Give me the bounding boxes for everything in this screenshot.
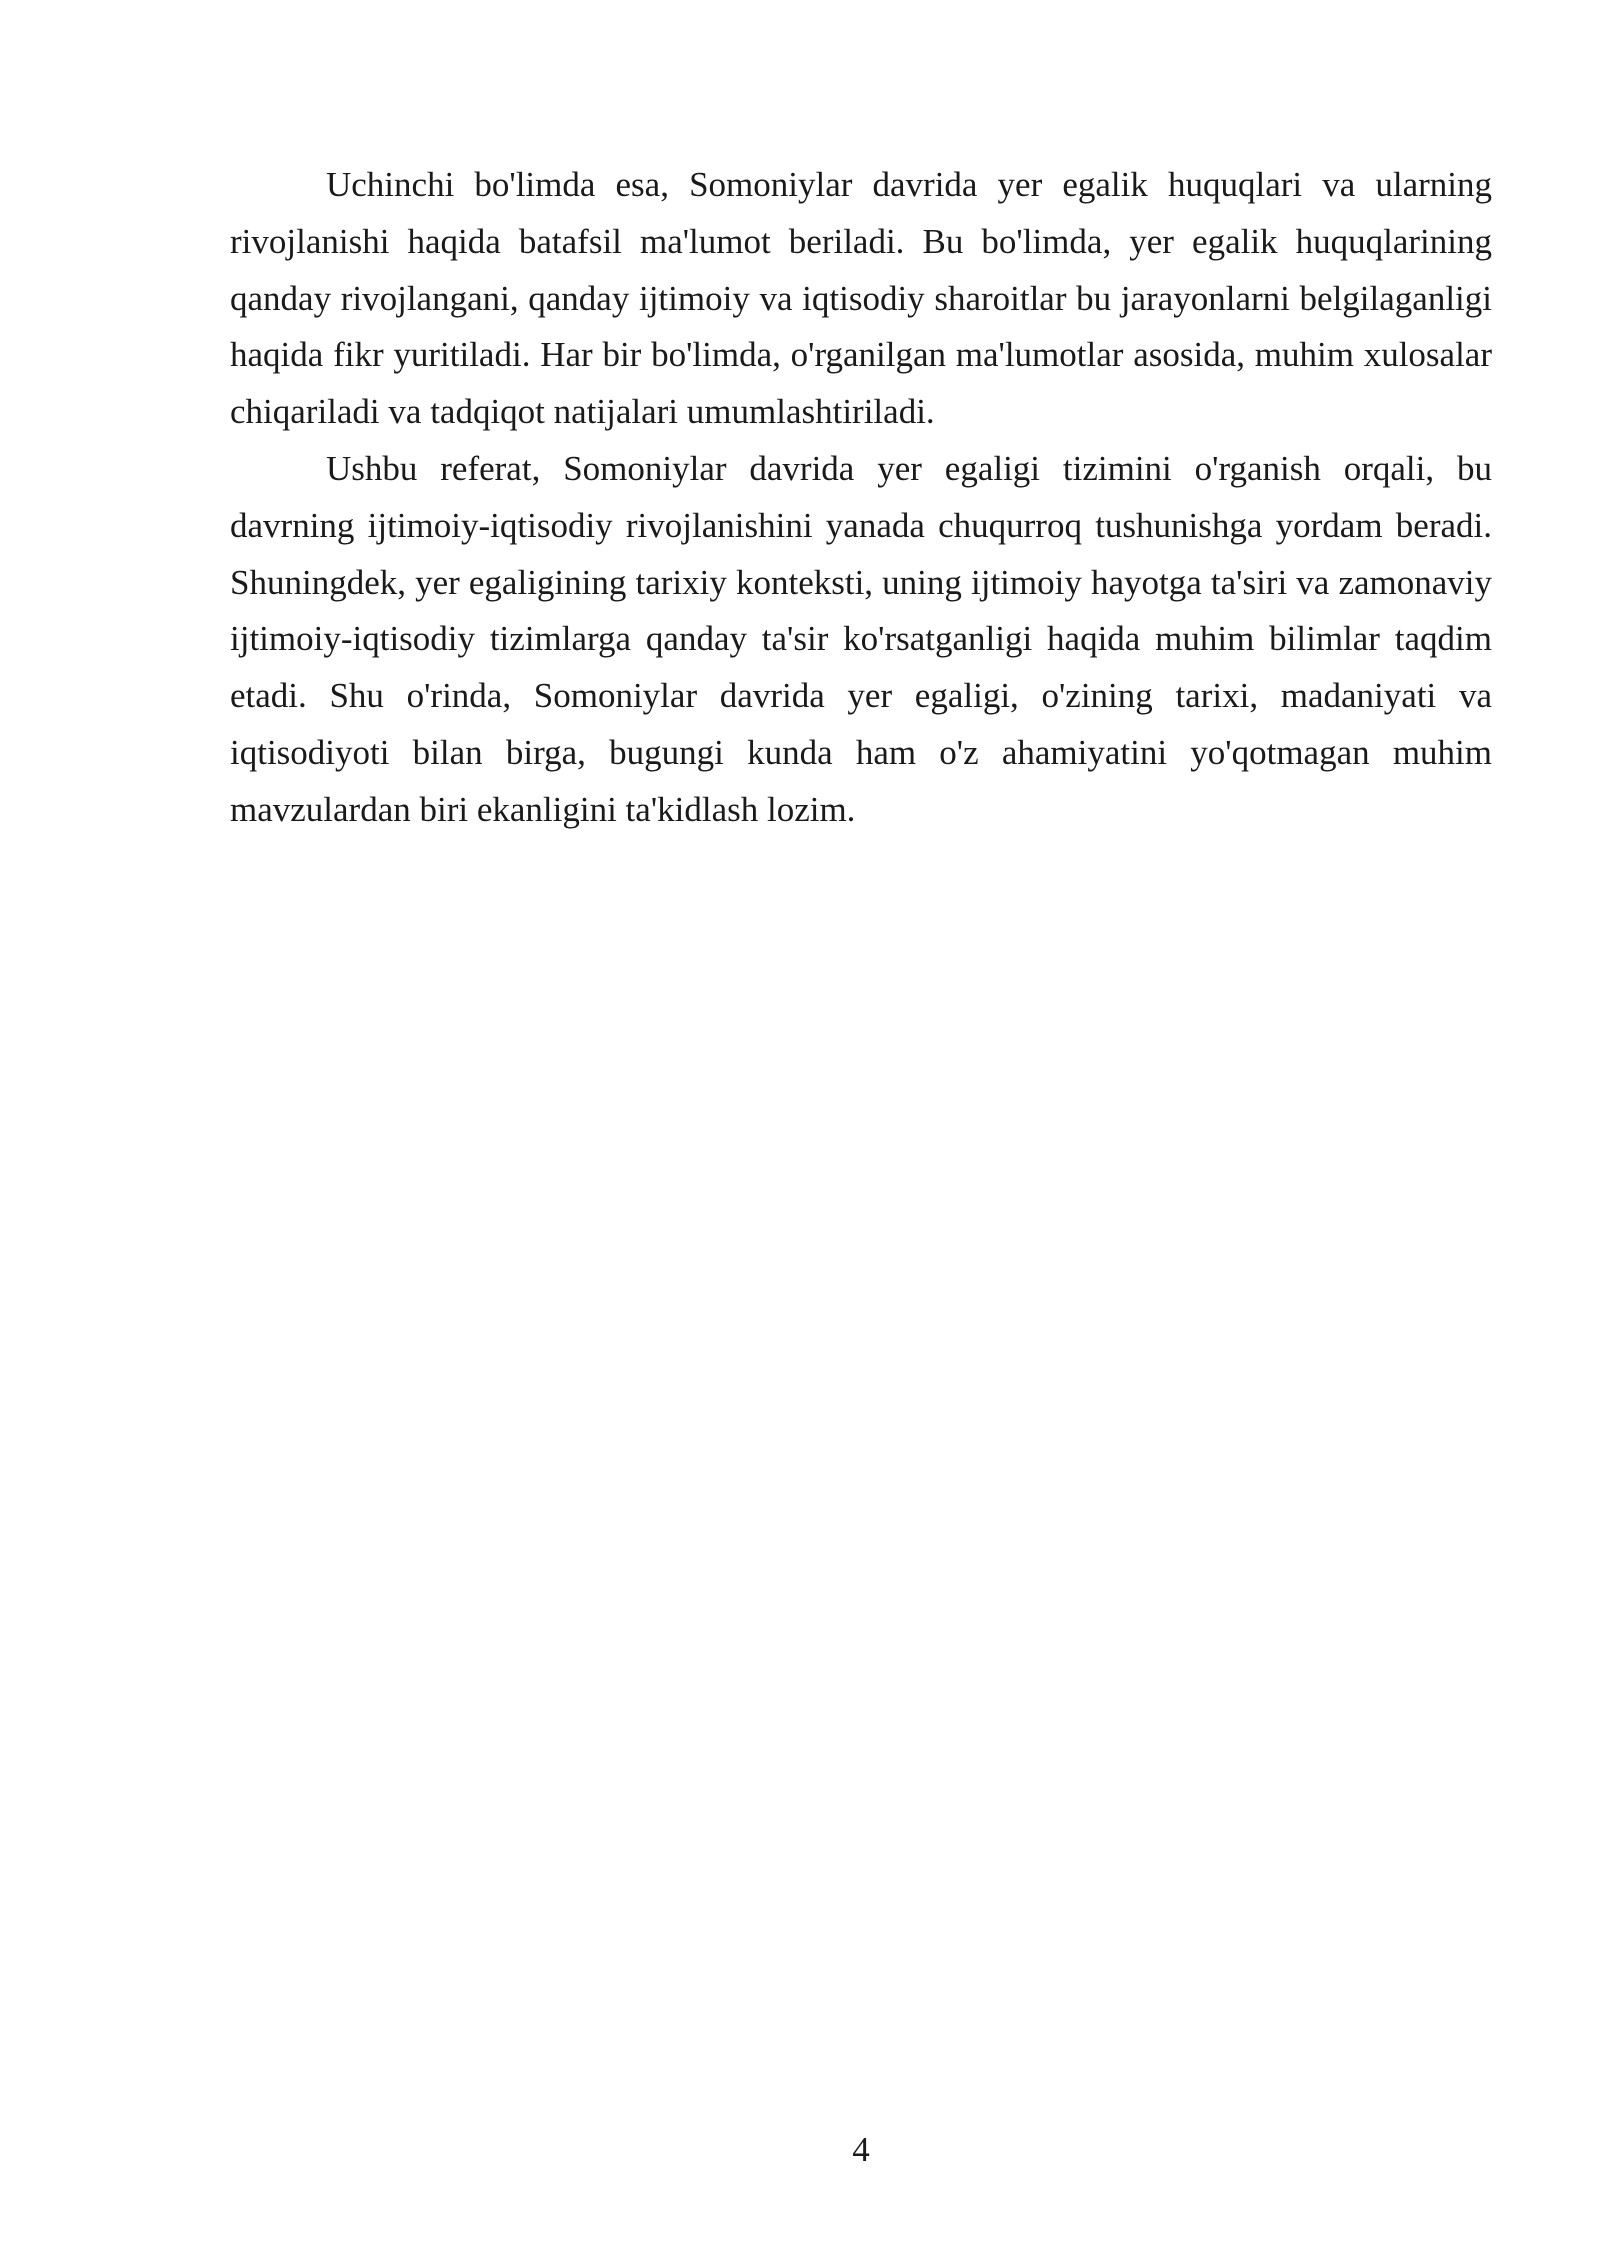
paragraph-1: Uchinchi bo'limda esa, Somoniylar davrida yer egalik huquqlari va ularning rivojlanishi haqida batafsil ma'lumot beriladi. Bu bo'limda, yer egalik huquqlarining qanday rivojlangani, qanday ijtimoiy va iqtisodiy sharoitlar bu jarayonlarni belgilaganligi haqida fikr yuritiladi. Har bir bo'limda, o'rganilgan ma'lumotlar asosida, muhim xulosalar chiqariladi va tadqiqot natijalari umumlashtiriladi. <box>230 165 1492 432</box>
page-number: 4 <box>852 2130 870 2169</box>
body-text <box>230 157 1492 839</box>
paragraph-2: Ushbu referat, Somoniylar davrida yer egaligi tizimini o'rganish orqali, bu davrning ijtimoiy-iqtisodiy rivojlanishini yanada chuqurroq tushunishga yordam beradi. Shuningdek, yer egaligining tarixiy konteksti, uning ijtimoiy hayotga ta'siri va zamonaviy ijtimoiy-iqtisodiy tizimlarga qanday ta'sir ko'rsatganligi haqida muhim bilimlar taqdim etadi. Shu o'rinda, Somoniylar davrida yer egaligi, o'zining tarixi, madaniyati va iqtisodiyoti bilan birga, bugungi kunda ham o'z ahamiyatini yo'qotmagan muhim mavzulardan biri ekanligini ta'kidlash lozim. <box>230 448 1492 829</box>
